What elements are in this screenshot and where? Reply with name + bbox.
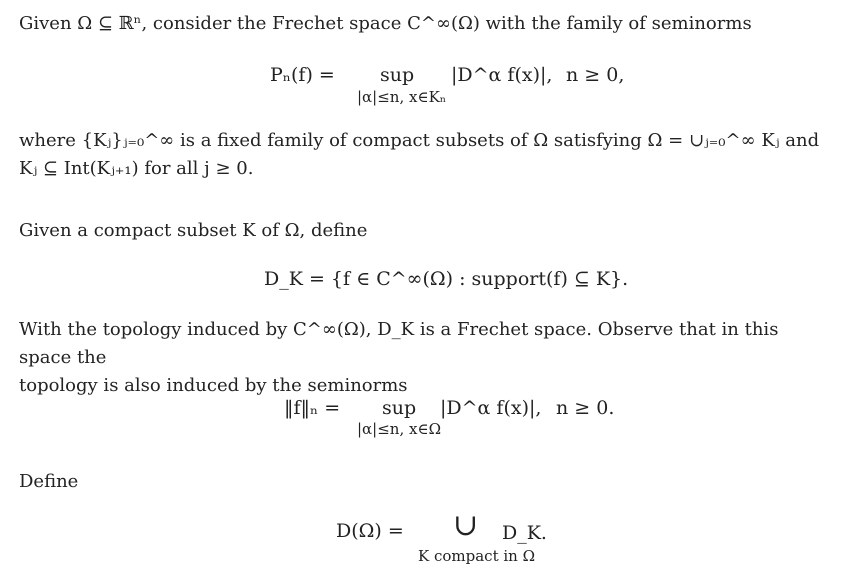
eq1-sup: sup [380,64,415,86]
topology-line-1: With the topology induced by C^∞(Ω), D_K is a Frechet space. Observe that in this space the [19,319,779,368]
eq3-lhs: ‖f‖ₙ = [284,397,341,419]
eq3-sup-limit: |α|≤n, x∈Ω [357,420,442,438]
eq1-sup-limit: |α|≤n, x∈Kₙ [357,88,447,106]
eq4-rhs: D_K. [502,522,547,544]
given-paragraph [19,217,834,245]
where-paragraph [19,127,834,183]
eq4-lhs: D(Ω) = [336,520,404,542]
intro-line: Given Ω ⊆ ℝⁿ, consider the Frechet space C^∞(Ω) with the family of seminorms [19,13,752,34]
eq3-condition: n ≥ 0. [556,397,615,419]
eq3-sup: sup [382,397,417,419]
eq1-condition: n ≥ 0, [566,64,625,86]
eq2-text: D_K = {f ∈ C^∞(Ω) : support(f) ⊆ K}. [264,268,629,290]
eq1-lhs: Pₙ(f) = [270,64,335,86]
eq4-union-limit: K compact in Ω [418,547,536,565]
eq1-body: |D^α f(x)|, [451,64,553,86]
given-line: Given a compact subset K of Ω, define [19,220,368,241]
topology-line-2: topology is also induced by the seminorms [19,375,408,396]
where-line-2: Kⱼ ⊆ Int(Kⱼ₊₁) for all j ≥ 0. [19,158,254,179]
where-line-1: where {Kⱼ}ⱼ₌₀^∞ is a fixed family of compact subsets of Ω satisfying Ω = ∪ⱼ₌₀^∞ Kⱼ and [19,130,820,151]
intro-paragraph [19,10,834,38]
define-paragraph [19,468,834,496]
eq3-body: |D^α f(x)|, [440,397,542,419]
define-label: Define [19,471,79,492]
topology-paragraph [19,316,834,400]
big-union-symbol: ∪ [453,508,479,543]
